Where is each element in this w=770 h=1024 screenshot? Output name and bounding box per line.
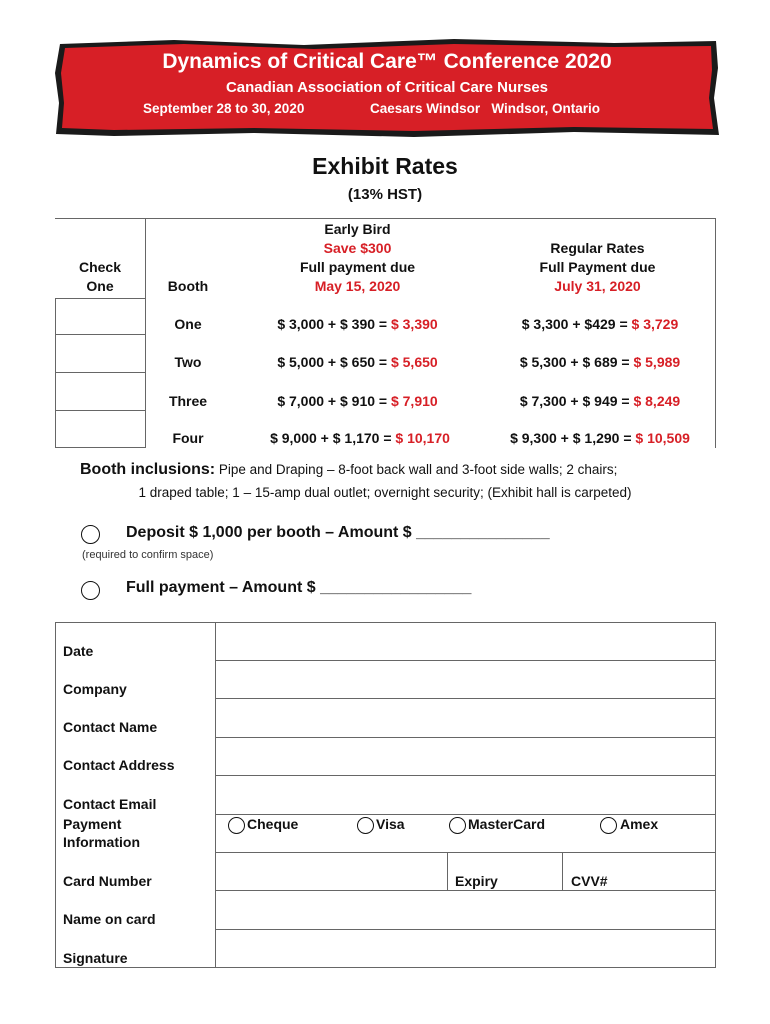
cvv-field[interactable] (563, 853, 715, 890)
page-title: Exhibit Rates (312, 153, 458, 179)
organization-name: Canadian Association of Critical Care Nurses (225, 79, 549, 96)
signature-field[interactable] (216, 930, 715, 967)
deposit-radio[interactable] (81, 525, 100, 544)
booth-inclusions (80, 461, 617, 479)
contact-name-label: Contact Name (63, 719, 158, 735)
cvv-label: CVV# (571, 873, 608, 889)
deposit-note: (required to confirm space) (82, 549, 214, 561)
full-payment-radio[interactable] (81, 581, 100, 600)
conference-venue: Caesars Windsor Windsor, Ontario (370, 101, 601, 116)
conference-title: Dynamics of Critical Care™ Conference 2020 (162, 50, 612, 73)
full-payment-option-label: Full payment – Amount $ _________________ (126, 579, 472, 596)
header-booth: Booth (167, 278, 209, 294)
date-label: Date (63, 643, 94, 659)
contact-address-label: Contact Address (63, 757, 175, 773)
conference-banner (54, 38, 720, 138)
contact-email-field[interactable] (216, 776, 715, 814)
cheque-radio[interactable] (228, 817, 245, 834)
header-check-one: Check One (78, 259, 122, 294)
cheque-label: Cheque (247, 816, 299, 832)
card-number-label: Card Number (63, 873, 152, 889)
booth-inclusions-label: Booth inclusions: (80, 461, 216, 478)
company-label: Company (63, 681, 127, 697)
contact-email-label: Contact Email (63, 796, 157, 812)
header-regular-rates: Regular Rates Full Payment due July 31, 2020 (539, 240, 656, 294)
deposit-option-label: Deposit $ 1,000 per booth – Amount $ _______________ (126, 524, 550, 541)
header-early-bird: Early Bird Save $300 Full payment due May 15, 2020 (299, 221, 416, 294)
card-number-field[interactable] (216, 853, 447, 890)
company-field[interactable] (216, 661, 715, 698)
payment-info-label: Payment Information (63, 816, 140, 850)
tax-note: (13% HST) (347, 186, 423, 203)
mastercard-label: MasterCard (468, 816, 546, 832)
contact-address-field[interactable] (216, 738, 715, 775)
contact-name-field[interactable] (216, 699, 715, 737)
exhibitor-form (55, 622, 715, 968)
conference-dates: September 28 to 30, 2020 (143, 101, 305, 116)
expiry-label: Expiry (455, 873, 498, 889)
name-on-card-label: Name on card (63, 911, 156, 927)
expiry-field[interactable] (448, 853, 562, 890)
amex-radio[interactable] (600, 817, 617, 834)
visa-radio[interactable] (357, 817, 374, 834)
signature-label: Signature (63, 950, 128, 966)
name-on-card-field[interactable] (216, 891, 715, 929)
date-field[interactable] (216, 623, 715, 660)
booth-inclusions-line1: Pipe and Draping – 8-foot back wall and 3-foot side walls; 2 chairs; (218, 462, 618, 477)
mastercard-radio[interactable] (449, 817, 466, 834)
booth-inclusions-line2: 1 draped table; 1 – 15-amp dual outlet; overnight security; (Exhibit hall is carpeted) (138, 485, 632, 500)
amex-label: Amex (620, 816, 659, 832)
exhibit-rates-table: Check One Booth Early Bird Save $300 Full payment due May 15, 2020 Regular Rates Full Payment due July 31, 2020 One $ 3,000 + $ 390 = $ 3,390 $ 3,300 + $429 = $ 3,729 Two $ 5,000 + $ 650 = $ 5,650 $ 5,300 + $ 689 = $ 5,989 Three $ 7,000 + $ 910 = $ 7,910 $ 7,300 + $ 949 = $ 8,249 Four $ 9,000 + $ 1,170 = $ 10,170 $ 9,300 + $ 1,290 = $ 10,509 (55, 218, 715, 448)
visa-label: Visa (376, 816, 405, 832)
